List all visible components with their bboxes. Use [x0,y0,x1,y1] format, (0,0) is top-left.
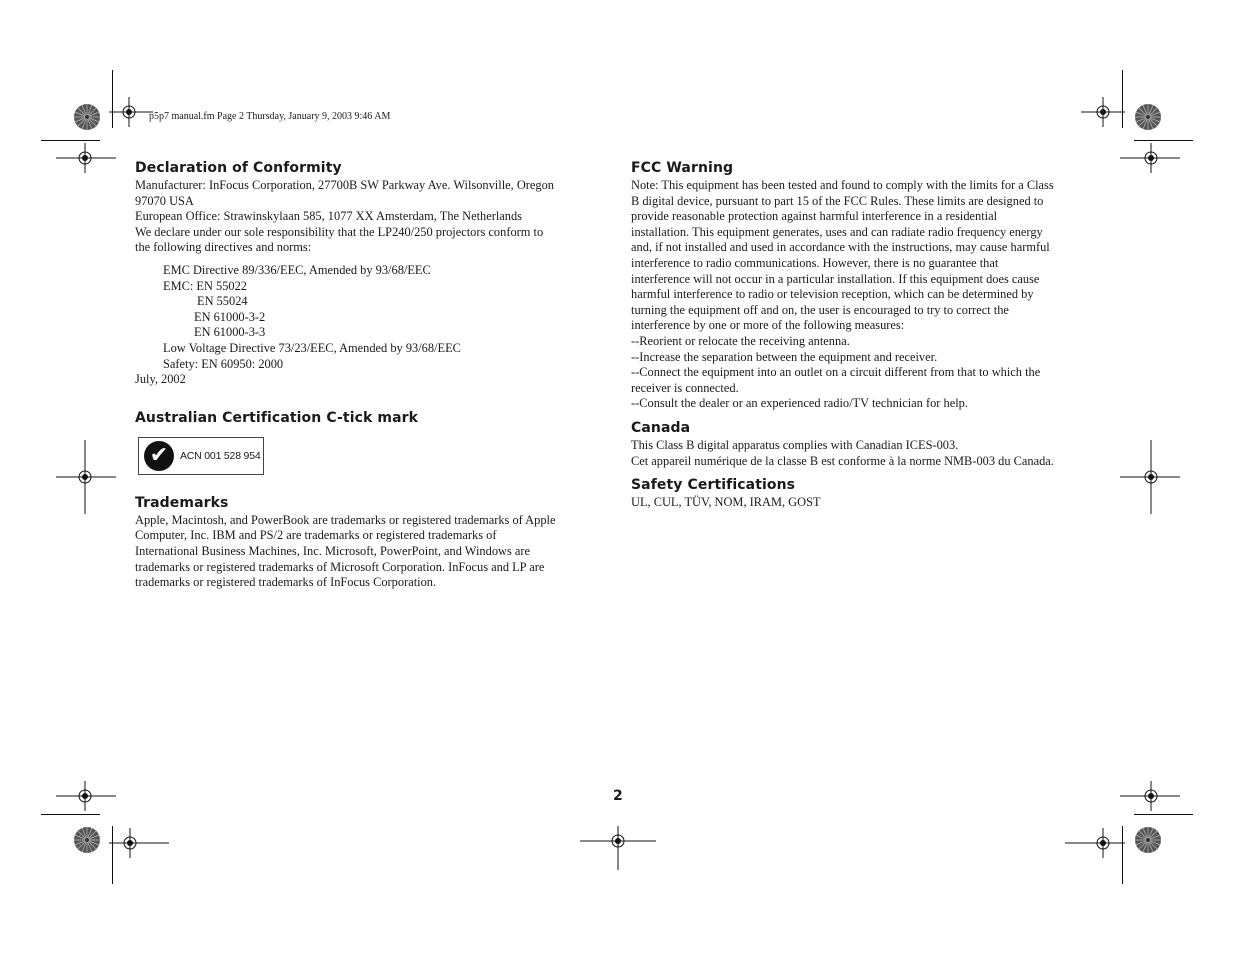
fcc-line: installation. This equipment generates, uses and can radiate radio frequency energy [631,224,1043,239]
fcc-line: B digital device, pursuant to part 15 of the FCC Rules. These limits are designed to [631,193,1044,208]
crop-line [1134,140,1193,141]
page-number: 2 [613,788,623,804]
fcc-line: harmful interference to radio or television reception, which can be determined by [631,287,1034,302]
emc-en55022: EMC: EN 55022 [163,278,247,293]
manufacturer-line-2: 97070 USA [135,193,194,208]
canada-line-1: This Class B digital apparatus complies with Canadian ICES-003. [631,437,959,452]
registration-mark-icon [109,97,153,127]
declaration-title: Declaration of Conformity [135,160,342,176]
registration-mark-icon [56,440,116,514]
trademarks-line: trademarks or registered trademarks of InFocus Corporation. [135,575,437,590]
safety-certs-title: Safety Certifications [631,477,796,494]
declare-line-2: the following directives and norms: [135,240,312,255]
fcc-line: --Connect the equipment into an outlet on a circuit different from that to which the [631,365,1041,380]
crop-line [41,140,100,141]
fcc-line: Note: This equipment has been tested and found to comply with the limits for a Class [631,178,1054,192]
registration-mark-icon [56,781,116,811]
registration-mark-icon [1081,97,1125,127]
crop-line [41,814,100,815]
print-target-icon [73,826,101,854]
registration-mark-icon [1120,440,1180,514]
manufacturer-line-1: Manufacturer: InFocus Corporation, 27700B SW Parkway Ave. Wilsonville, Oregon [135,178,554,192]
fcc-line: --Reorient or relocate the receiving antenna. [631,333,850,348]
en61000-3-2: EN 61000-3-2 [194,309,266,324]
registration-mark-icon [109,828,169,858]
declare-line-1: We declare under our sole responsibility that the LP240/250 projectors conform to [135,224,544,239]
registration-mark-icon [1065,828,1125,858]
print-target-icon [1134,826,1162,854]
right-column [631,158,1103,511]
fcc-title: FCC Warning [631,160,734,176]
trademarks-line: trademarks or registered trademarks of Microsoft Corporation. InFocus and LP are [135,559,545,574]
low-voltage-directive: Low Voltage Directive 73/23/EEC, Amended by 93/68/EEC [163,340,461,355]
trademarks-line: Computer, Inc. IBM and PS/2 are trademarks or registered trademarks of [135,528,497,543]
canada-title: Canada [631,419,691,436]
crop-line [1134,814,1193,815]
canada-line-2: Cet appareil numérique de la classe B est conforme à la norme NMB-003 du Canada. [631,453,1054,468]
fcc-line: --Consult the dealer or an experienced radio/TV technician for help. [631,396,968,411]
emc-directive: EMC Directive 89/336/EEC, Amended by 93/68/EEC [163,262,431,277]
safety-certs-list: UL, CUL, TÜV, NOM, IRAM, GOST [631,495,821,510]
trademarks-line: Apple, Macintosh, and PowerBook are trademarks or registered trademarks of Apple [135,512,556,527]
european-office: European Office: Strawinskylaan 585, 1077 XX Amsterdam, The Netherlands [135,209,523,224]
fcc-line: and, if not installed and used in accordance with the instructions, may cause harmful [631,240,1050,255]
c-tick-logo-icon: ✔ [144,441,174,471]
registration-mark-icon [1120,143,1180,173]
fcc-line: provide reasonable protection against harmful interference in a residential [631,209,998,224]
registration-mark-icon [580,826,656,870]
fcc-line: interference will not occur in a particular installation. If this equipment does cause [631,271,1040,286]
declaration-date: July, 2002 [135,372,186,387]
registration-mark-icon [56,143,116,173]
registration-mark-icon [1120,781,1180,811]
fcc-line: turning the equipment off and on, the user is encouraged to try to correct the [631,302,1009,317]
australian-title: Australian Certification C-tick mark [135,409,419,426]
fcc-line: interference to radio communications. However, there is no guarantee that [631,255,999,270]
trademarks-title: Trademarks [135,494,229,511]
c-tick-mark [138,437,264,475]
en61000-3-3: EN 61000-3-3 [194,325,266,340]
fcc-line: interference by one or more of the following measures: [631,318,905,333]
trademarks-line: International Business Machines, Inc. Microsoft, PowerPoint, and Windows are [135,543,531,558]
file-info-header: p5p7 manual.fm Page 2 Thursday, January 9, 2003 9:46 AM [149,111,391,122]
acn-number: ACN 001 528 954 [180,449,261,462]
print-target-icon [1134,103,1162,131]
print-target-icon [73,103,101,131]
fcc-line: --Increase the separation between the equipment and receiver. [631,349,938,364]
en55024: EN 55024 [197,294,248,309]
left-column [135,158,605,591]
safety-norm: Safety: EN 60950: 2000 [163,356,284,371]
fcc-line: receiver is connected. [631,380,739,395]
